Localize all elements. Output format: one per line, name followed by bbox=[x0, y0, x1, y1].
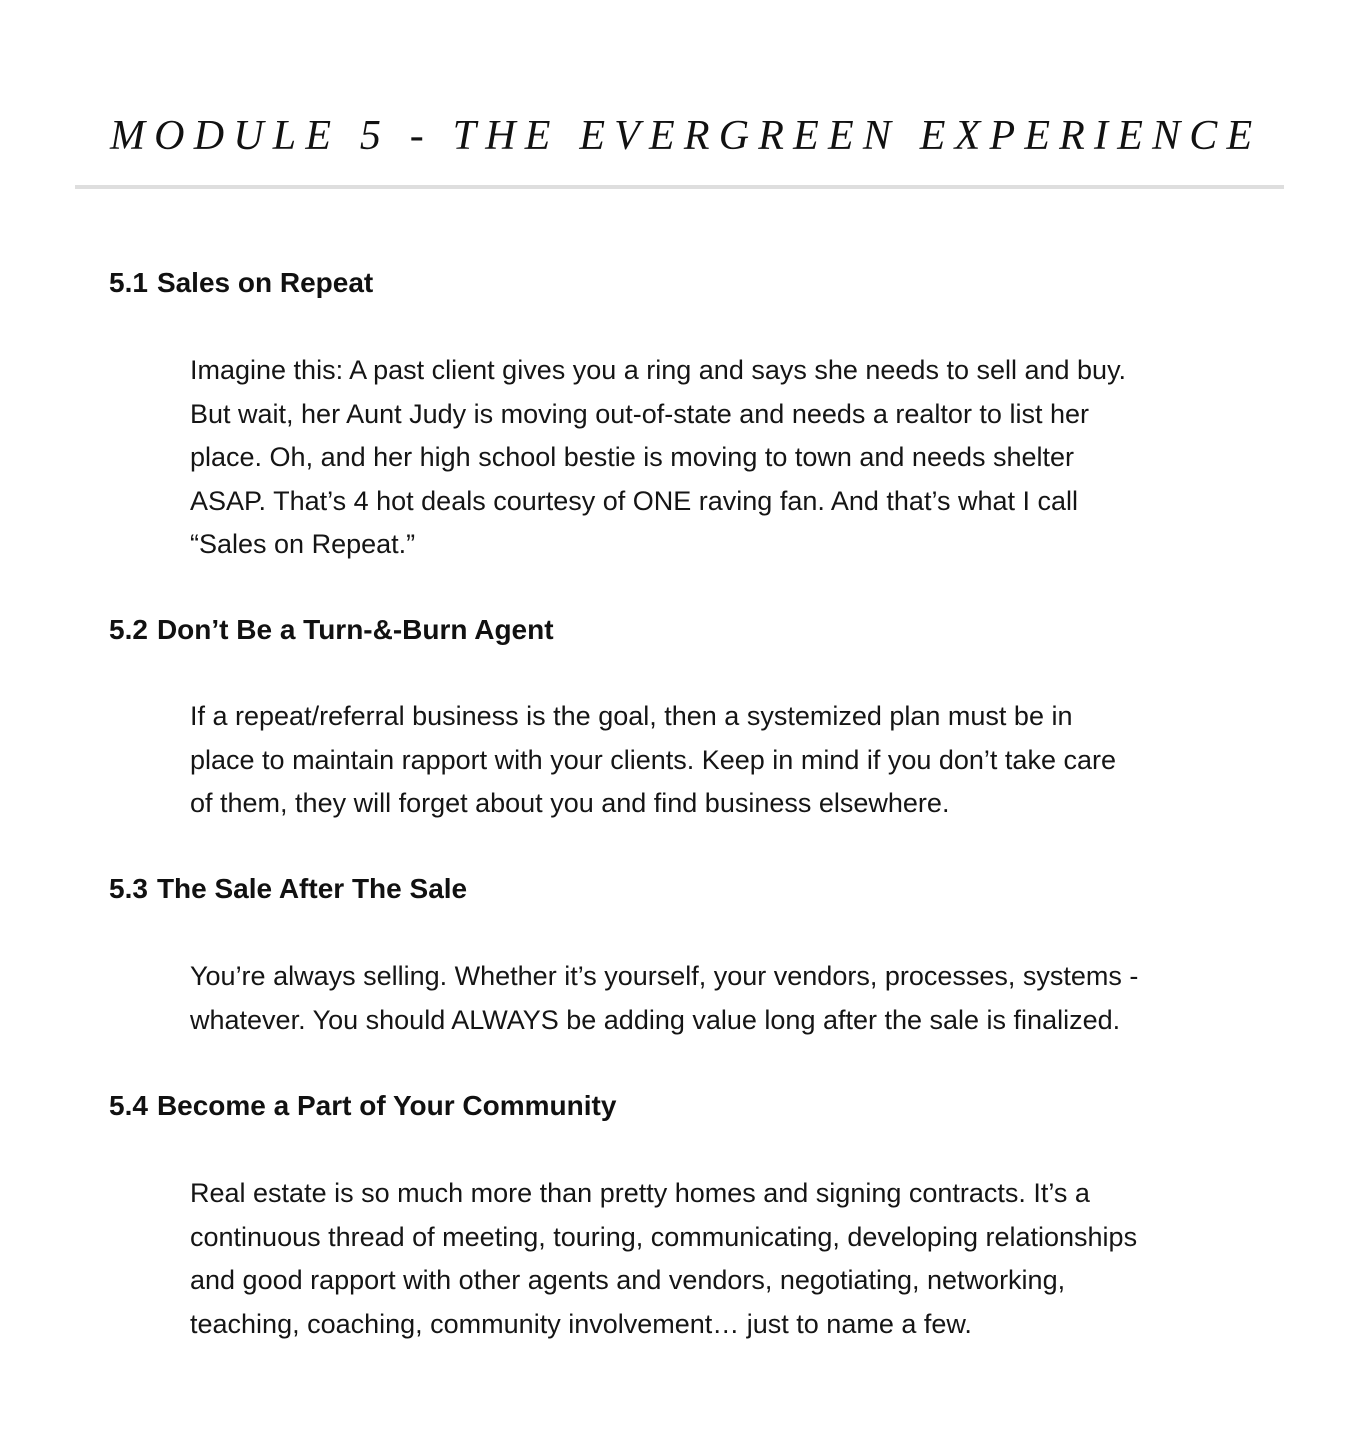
section-number: 5.2 bbox=[109, 614, 148, 645]
module-title: MODULE 5 - THE EVERGREEN EXPERIENCE bbox=[110, 113, 1262, 159]
section-title: Don’t Be a Turn-&-Burn Agent bbox=[156, 614, 554, 645]
body-line: teaching, coaching, community involvement… just to name a few. bbox=[190, 1308, 972, 1339]
body-line: continuous thread of meeting, touring, communicating, developing relationships bbox=[190, 1221, 1138, 1252]
section-heading bbox=[109, 612, 554, 648]
body-line: and good rapport with other agents and vendors, negotiating, networking, bbox=[190, 1265, 1066, 1295]
body-line: You’re always selling. Whether it’s yourself, your vendors, processes, systems - bbox=[190, 961, 1139, 991]
section-body bbox=[190, 1172, 1260, 1346]
body-line: ASAP. That’s 4 hot deals courtesy of ONE raving fan. And that’s what I call bbox=[190, 485, 1079, 516]
section-number: 5.4 bbox=[109, 1090, 148, 1121]
body-line: place to maintain rapport with your clients. Keep in mind if you don’t take care bbox=[190, 744, 1116, 775]
body-line: Real estate is so much more than pretty homes and signing contracts. It’s a bbox=[190, 1178, 1090, 1208]
section-heading bbox=[109, 1088, 616, 1124]
section-body bbox=[190, 955, 1260, 1042]
section-body bbox=[190, 349, 1260, 567]
body-line: “Sales on Repeat.” bbox=[190, 529, 416, 559]
section-title: Become a Part of Your Community bbox=[156, 1090, 617, 1121]
section-body bbox=[190, 695, 1260, 826]
section-heading bbox=[109, 871, 467, 907]
body-line: But wait, her Aunt Judy is moving out-of-state and needs a realtor to list her bbox=[190, 398, 1089, 429]
body-line: of them, they will forget about you and find business elsewhere. bbox=[190, 788, 950, 818]
body-line: place. Oh, and her high school bestie is moving to town and needs shelter bbox=[190, 442, 1075, 472]
body-line: whatever. You should ALWAYS be adding value long after the sale is finalized. bbox=[190, 1004, 1121, 1035]
section-heading bbox=[109, 265, 373, 301]
section-number: 5.3 bbox=[109, 873, 148, 904]
section-number: 5.1 bbox=[109, 267, 148, 298]
section-title: The Sale After The Sale bbox=[156, 873, 468, 904]
body-line: If a repeat/referral business is the goal, then a systemized plan must be in bbox=[190, 701, 1073, 731]
section-title: Sales on Repeat bbox=[156, 267, 374, 298]
body-line: Imagine this: A past client gives you a ring and says she needs to sell and buy. bbox=[190, 355, 1127, 385]
